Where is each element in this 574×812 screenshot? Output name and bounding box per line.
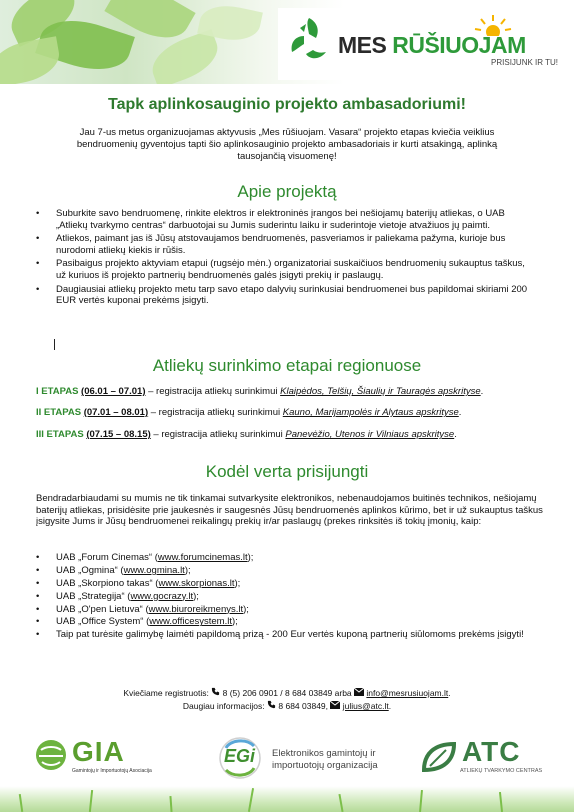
company-end: ); [243,603,249,615]
company-link[interactable]: www.officesystem.lt [149,616,232,628]
contact-label: Daugiau informacijos: [182,701,268,711]
list-item [36,616,536,628]
phone-icon [211,687,220,696]
grass-decoration [169,796,172,812]
brand-name-part: MES [338,32,393,58]
stage-row [36,429,556,440]
company-name: UAB „Strategija“ ( [56,590,131,602]
company-end: ); [234,577,241,589]
grass-decoration [419,790,423,812]
stage-dates: (07.15 – 08.15) [86,429,151,440]
atc-name: ATC [462,736,521,767]
grass-decoration [19,794,23,812]
grass-decoration [89,790,93,812]
contact-phones: 8 (5) 206 0901 / 8 684 03849 arba [222,688,355,698]
egi-mark-text: EGi [224,746,256,766]
about-heading: Apie projektą [237,182,337,201]
grass-decoration [499,792,503,812]
grass-decoration [248,788,254,812]
stage-regions[interactable]: Klaipėdos, Telšių, Šiaulių ir Tauragės apskrityse [280,386,481,397]
list-item [36,604,536,616]
recycle-leaves-icon [286,16,332,66]
why-heading: Kodėl verta prisijungti [205,462,369,481]
brand-slogan: PRISIJUNK IR TU! [491,58,558,67]
egi-text-line: importuotojų organizacija [272,760,378,771]
contact-email-link[interactable]: julius@atc.lt [342,701,389,711]
contact-line-register [0,687,574,698]
grass-decoration [338,794,343,812]
envelope-icon [354,688,364,696]
contact-label: Kviečiame registruotis: [123,688,212,698]
company-name: UAB „Forum Cinemas“ ( [56,552,158,563]
company-name: UAB „Skorpiono takas“ ( [56,577,159,589]
list-item [36,578,536,590]
company-end: ); [193,590,199,602]
list-item: • Pasibaigus projekto aktyviam etapui (rugsėjo mėn.) organizatoriai suskaičiuos bendruomenių sukauptus taškus, už kuriuos iš projekto partnerių bendruomenės galės įsigyti prekių ir paslaugų. [36,258,536,281]
stage-text: – registracija atliekų surinkimui [148,407,283,418]
company-list [36,552,536,642]
gia-subtitle: Gamintojų ir Importuotojų Asociacija [72,768,152,774]
stage-text: – registracija atliekų surinkimui [150,429,286,440]
stage-end: . [480,386,484,397]
contact-line-info [0,700,574,711]
page-title: Tapk aplinkosauginio projekto ambasadoriumi! [108,96,466,113]
gia-logo [34,736,164,780]
leaf-decoration [146,29,225,84]
list-item: • Suburkite savo bendruomenę, rinkite elektros ir elektroninės įrangos bei nešiojamų baterijų atliekas, o UAB „Atliekų tvarkymo centras“ darbuotojai su Jumis suderintu laiku ir suderintoje vietoje atvažiuos jų paimti. [36,208,536,231]
contact-end: . [388,701,392,711]
atc-logo [420,738,550,782]
company-name: UAB „Office System“ ( [56,616,150,628]
gia-globe-icon [34,738,68,772]
stage-end: . [454,429,457,440]
list-item: • Taip pat turėsite galimybę laimėti papildomą prizą - 200 Eur vertės kuponą partnerių siūlomoms prekėms įsigyti! [36,629,536,641]
phone-icon [267,700,276,709]
stage-text: – registracija atliekų surinkimui [145,386,281,397]
stage-regions[interactable]: Panevėžio, Utenos ir Vilniaus apskrityse [285,429,455,440]
envelope-icon [330,701,340,709]
company-link[interactable]: www.ogmina.lt [123,564,185,576]
atc-leaf-icon [420,740,458,772]
company-link[interactable]: www.biuroreikmenys.lt [148,603,244,615]
egi-text-line: Elektronikos gamintojų ir [272,748,376,759]
list-item [36,591,536,603]
list-item [36,565,536,577]
stage-label: I ETAPAS [36,386,79,397]
company-name: UAB „O'pen Lietuva“ ( [56,603,149,615]
company-name: UAB „Ogmina“ ( [56,564,124,576]
stage-regions[interactable]: Kauno, Marijampolės ir Alytaus apskrityse [282,407,459,418]
stage-label: II ETAPAS [36,407,82,418]
list-item: • Atliekos, paimant jas iš Jūsų atstovaujamos bendruomenės, pasveriamos ir paliekama pažyma, kurioje bus nurodomi atliekų kiekis ir rūšis. [36,233,536,256]
brand-name-accent: RŪŠIUOJAM [392,32,526,58]
company-end: ); [231,616,238,628]
company-link[interactable]: www.gocrazy.lt [130,590,194,602]
company-link[interactable]: www.skorpionas.lt [158,577,235,589]
contact-phone: 8 684 03849, [278,701,331,711]
egi-logo [216,734,406,784]
atc-subtitle: ATLIEKŲ TVARKYMO CENTRAS [460,768,543,774]
about-list [36,208,536,309]
text-cursor [54,339,55,350]
why-text: Bendradarbiaudami su mumis ne tik tinkamai sutvarkysite elektronikos, nebenaudojamos buitinės technikos, nešiojamų baterijų atliekas, prisidėsite prie jaukesnės ir saugesnės Jūsų bendruomenės aplinkos kūrimo, bet ir už sukauptus taškus įsigysite Jums ir Jūsų bendruomenei reikalingų prekių ir/ar paslaugų (prekes rinksitės iš tokių įmonių, kaip: [36,493,543,527]
leaf-decoration [0,36,63,84]
stage-label: III ETAPAS [36,429,84,440]
gia-name: GIA [72,736,125,767]
brand-logo [278,8,570,80]
intro-text: Jau 7-us metus organizuojamas aktyvusis „Mes rūšiuojam. Vasara“ projekto etapas kviečia veiklius bendruomenių gyventojus tapti šio aplinkosauginio projekto ambasadoriais ir kurti atsakingą, aplinką tausojančią visuomenę! [76,127,498,162]
company-end: ); [247,552,254,563]
stage-dates: (06.01 – 07.01) [81,386,146,397]
stage-row [36,407,556,418]
list-item [36,552,536,564]
stages-heading: Atliekų surinkimo etapai regionuose [152,356,422,375]
list-item: • Daugiausiai atliekų projekto metu tarp savo etapo dalyvių surinkusiai bendruomenei bus papildomai skiriami 200 EUR vertės kuponai prekėms įsigyti. [36,284,536,307]
contact-end: . [448,688,451,698]
contact-email-link[interactable]: info@mesrusiuojam.lt [366,688,449,698]
brand-name [338,32,526,59]
footer-logos [0,720,574,812]
stage-row [36,386,556,397]
company-link[interactable]: www.forumcinemas.lt [157,552,248,563]
stage-dates: (07.01 – 08.01) [83,407,149,418]
stage-end: . [458,407,462,418]
header-banner [0,0,574,84]
company-end: ); [184,564,191,576]
